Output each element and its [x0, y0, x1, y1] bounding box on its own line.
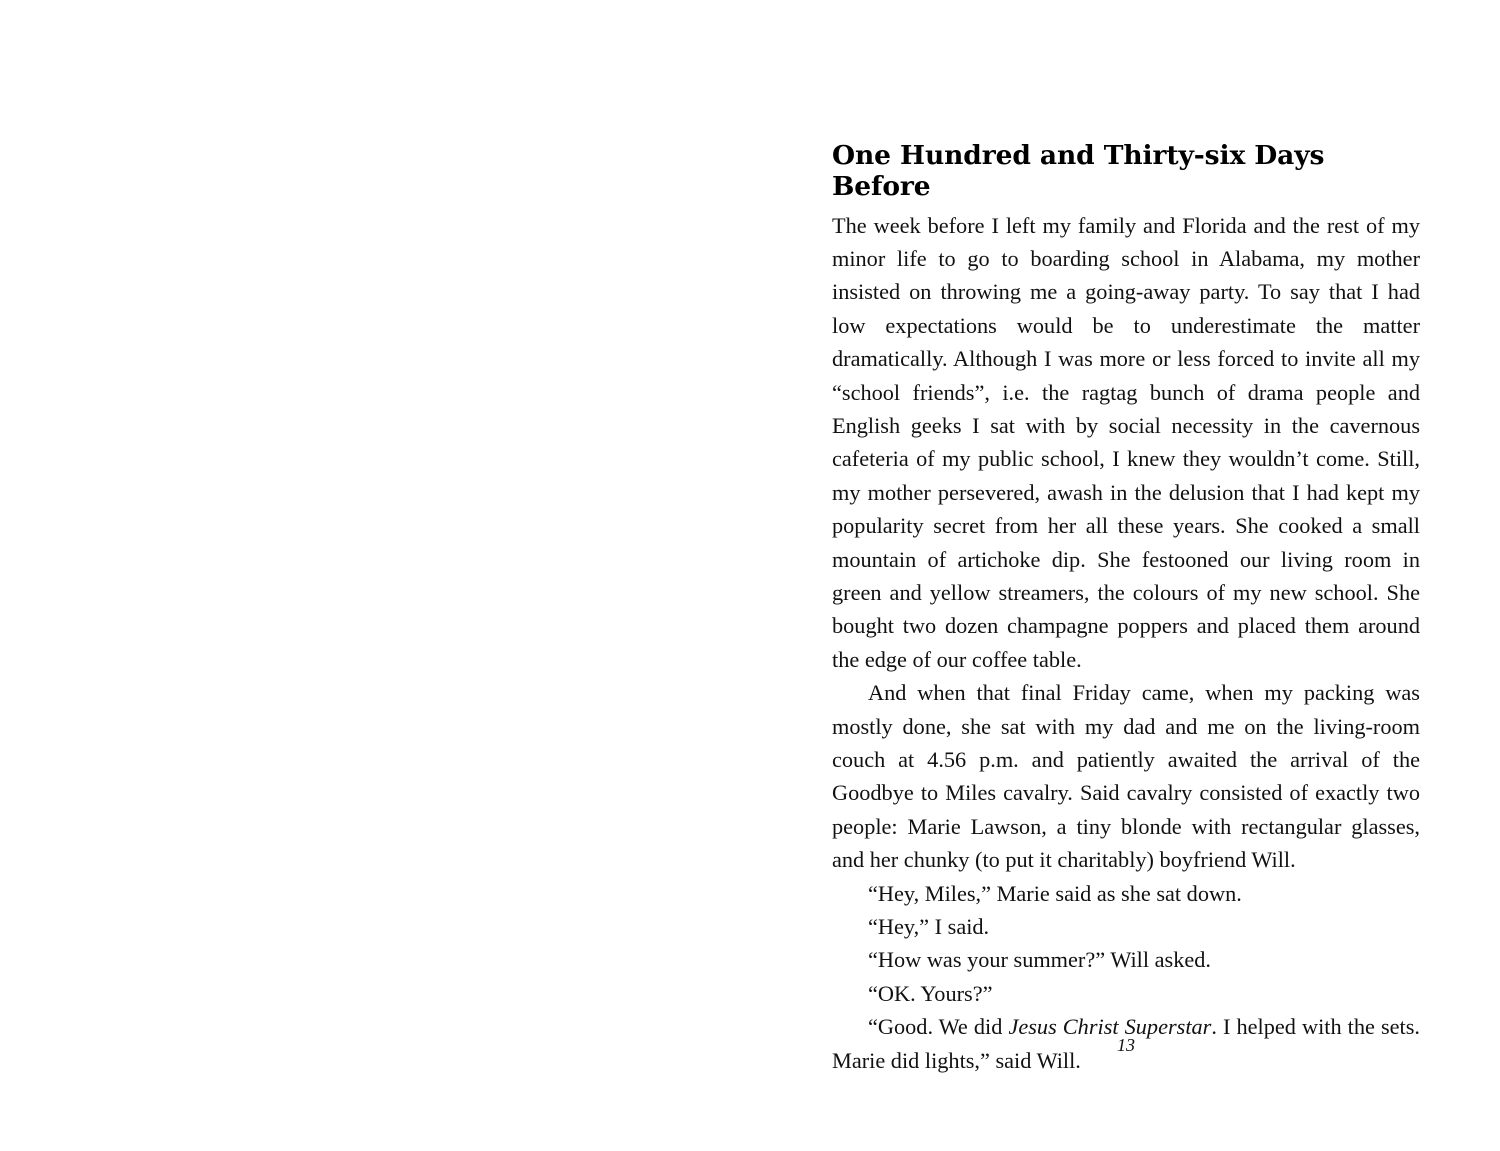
- page-number: 13: [1117, 1035, 1135, 1055]
- musical-title-italic: Jesus Christ Superstar: [1008, 1014, 1212, 1040]
- dialogue-line-2: “Hey,” I said.: [868, 914, 990, 940]
- dialogue-line-5-text-before: “Good. We did: [868, 1014, 1009, 1040]
- dialogue-line-5-text-after: . I helped with the sets. Marie did lights,” said Will.: [832, 1014, 1420, 1073]
- paragraph-second: And when that final Friday came, when my packing was mostly done, she sat with my dad and me on the living-room couch at 4.56 p.m. and patiently awaited the arrival of the Goodbye to Miles cavalry. Said cavalry consisted of exactly two people: Marie Lawson, a tiny blonde with rectangular glasses, and her chunky (to put it charitably) boyfriend Will.: [832, 680, 1420, 873]
- chapter-title: One Hundred and Thirty-six Days Before: [832, 140, 1325, 203]
- dialogue-line-4: “OK. Yours?”: [868, 980, 993, 1006]
- dialogue-line-3: “How was your summer?” Will asked.: [868, 947, 1211, 973]
- dialogue-line-1: “Hey, Miles,” Marie said as she sat down.: [868, 880, 1242, 906]
- paragraph-opening: The week before I left my family and Florida and the rest of my minor life to go to boarding school in Alabama, my mother insisted on throwing me a going-away party. To say that I had low expectations would be to underestimate the matter dramatically. Although I was more or less forced to invite all my “school friends”, i.e. the ragtag bunch of drama people and English geeks I sat with by social necessity in the cavernous cafeteria of my public school, I knew they wouldn’t come. Still, my mother persevered, awash in the delusion that I had kept my popularity secret from her all these years. She cooked a small mountain of artichoke dip. She festooned our living room in green and yellow streamers, the colours of my new school. She bought two dozen champagne poppers and placed them around the edge of our coffee table.: [832, 212, 1420, 672]
- recto-text-block: [832, 140, 1420, 1077]
